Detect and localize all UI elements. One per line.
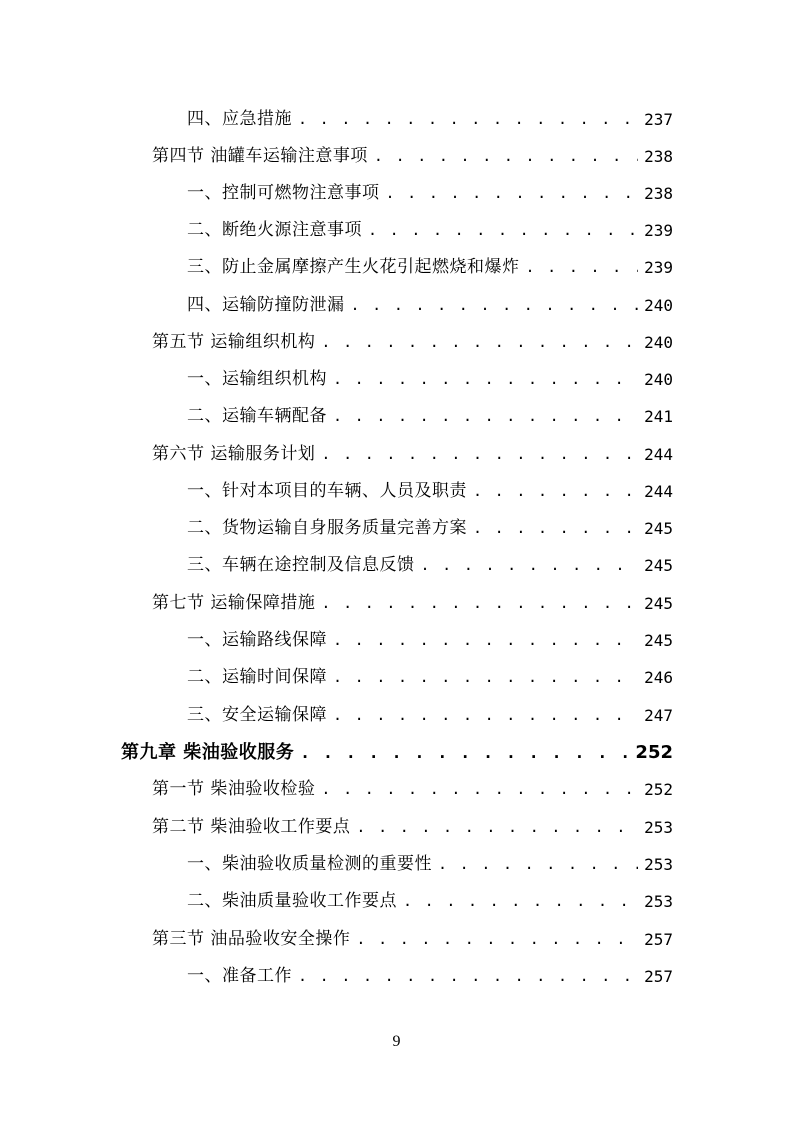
toc-entry-title: 第七节 运输保障措施 (152, 593, 316, 613)
toc-entry-page: 239 (644, 258, 673, 277)
toc-entry-page: 244 (644, 445, 673, 464)
toc-entry-title: 一、柴油验收质量检测的重要性 (187, 854, 432, 874)
dot-leader (368, 212, 638, 249)
toc-entry-title: 第九章 柴油验收服务 (121, 742, 295, 763)
dot-leader (351, 287, 639, 324)
toc-entry-title: 一、针对本项目的车辆、人员及职责 (187, 481, 467, 501)
toc-entry[interactable] (187, 398, 673, 435)
toc-entry[interactable] (187, 287, 673, 324)
toc-entry-title: 一、准备工作 (187, 966, 292, 986)
toc-entry-page: 245 (644, 556, 673, 575)
toc-entry-title: 二、货物运输自身服务质量完善方案 (187, 518, 467, 538)
toc-entry-title: 第五节 运输组织机构 (152, 332, 316, 352)
toc-entry-page: 245 (644, 594, 673, 613)
toc-entry-page: 247 (644, 706, 673, 725)
dot-leader (321, 324, 638, 361)
dot-leader (473, 510, 638, 547)
toc-entry-title: 第二节 柴油验收工作要点 (152, 817, 351, 837)
dot-leader (298, 958, 638, 995)
toc-entry[interactable] (187, 622, 673, 659)
dot-leader (333, 697, 638, 734)
toc-entry-page: 239 (644, 221, 673, 240)
toc-entry-title: 三、安全运输保障 (187, 705, 327, 725)
toc-entry[interactable] (187, 361, 673, 398)
toc-entry[interactable] (152, 138, 673, 175)
toc-entry-page: 244 (644, 482, 673, 501)
toc-entry-page: 252 (635, 742, 673, 763)
dot-leader (298, 101, 638, 138)
toc-entry-page: 238 (644, 147, 673, 166)
toc-entry[interactable] (187, 212, 673, 249)
toc-entry-title: 第一节 柴油验收检验 (152, 779, 316, 799)
toc-entry[interactable] (187, 175, 673, 212)
toc-entry-page: 237 (644, 110, 673, 129)
toc-entry[interactable] (187, 510, 673, 547)
toc-entry[interactable] (187, 846, 673, 883)
toc-entry-title: 二、运输时间保障 (187, 667, 327, 687)
toc-entry-page: 238 (644, 184, 673, 203)
page-number: 9 (392, 1033, 401, 1050)
dot-leader (333, 361, 638, 398)
toc-entry[interactable] (187, 958, 673, 995)
toc-entry[interactable] (152, 436, 673, 473)
toc-entry-title: 三、车辆在途控制及信息反馈 (187, 555, 415, 575)
toc-entry-title: 三、防止金属摩擦产生火花引起燃烧和爆炸 (187, 257, 520, 277)
dot-leader (333, 398, 638, 435)
toc-entry-page: 253 (644, 855, 673, 874)
toc-entry-title: 第三节 油品验收安全操作 (152, 929, 351, 949)
toc-entry-title: 一、控制可燃物注意事项 (187, 183, 380, 203)
dot-leader (526, 249, 639, 286)
dot-leader (356, 921, 638, 958)
toc-entry-page: 245 (644, 631, 673, 650)
toc-entry-title: 二、断绝火源注意事项 (187, 220, 362, 240)
toc-entry-page: 253 (644, 892, 673, 911)
toc-entry-page: 240 (644, 370, 673, 389)
dot-leader (403, 883, 638, 920)
toc-entry[interactable] (187, 659, 673, 696)
toc-entry-title: 第四节 油罐车运输注意事项 (152, 146, 368, 166)
toc-entry-page: 257 (644, 967, 673, 986)
toc-entry[interactable] (152, 809, 673, 846)
dot-leader (333, 622, 638, 659)
toc-entry-title: 二、柴油质量验收工作要点 (187, 891, 397, 911)
toc-entry-title: 第六节 运输服务计划 (152, 444, 316, 464)
toc-entry[interactable] (187, 883, 673, 920)
toc-entry-page: 240 (644, 333, 673, 352)
dot-leader (386, 175, 639, 212)
toc-entry-title: 一、运输路线保障 (187, 630, 327, 650)
dot-leader (321, 585, 638, 622)
toc-entry-page: 246 (644, 668, 673, 687)
toc-entry-page: 252 (644, 780, 673, 799)
toc-entry[interactable] (152, 324, 673, 361)
dot-leader (321, 436, 638, 473)
toc-entry-title: 一、运输组织机构 (187, 369, 327, 389)
dot-leader (333, 659, 638, 696)
toc-entry[interactable] (152, 771, 673, 808)
toc-entry-page: 245 (644, 519, 673, 538)
toc-entry[interactable] (187, 473, 673, 510)
toc-chapter-entry[interactable] (121, 734, 673, 771)
dot-leader (438, 846, 638, 883)
toc-entry-page: 253 (644, 818, 673, 837)
toc-entry[interactable] (152, 921, 673, 958)
toc-entry[interactable] (152, 585, 673, 622)
dot-leader (473, 473, 638, 510)
toc-entry-page: 257 (644, 930, 673, 949)
toc-entry[interactable] (187, 547, 673, 584)
toc-entry-title: 四、应急措施 (187, 109, 292, 129)
dot-leader (356, 809, 638, 846)
toc-entry-title: 二、运输车辆配备 (187, 406, 327, 426)
dot-leader (374, 138, 638, 175)
toc-entry-title: 四、运输防撞防泄漏 (187, 295, 345, 315)
dot-leader (421, 547, 639, 584)
toc-entry-page: 240 (644, 296, 673, 315)
toc-entry[interactable] (187, 249, 673, 286)
toc-entry[interactable] (187, 101, 673, 138)
dot-leader (300, 734, 629, 771)
toc-entry-page: 241 (644, 407, 673, 426)
dot-leader (321, 771, 638, 808)
toc-entry[interactable] (187, 697, 673, 734)
